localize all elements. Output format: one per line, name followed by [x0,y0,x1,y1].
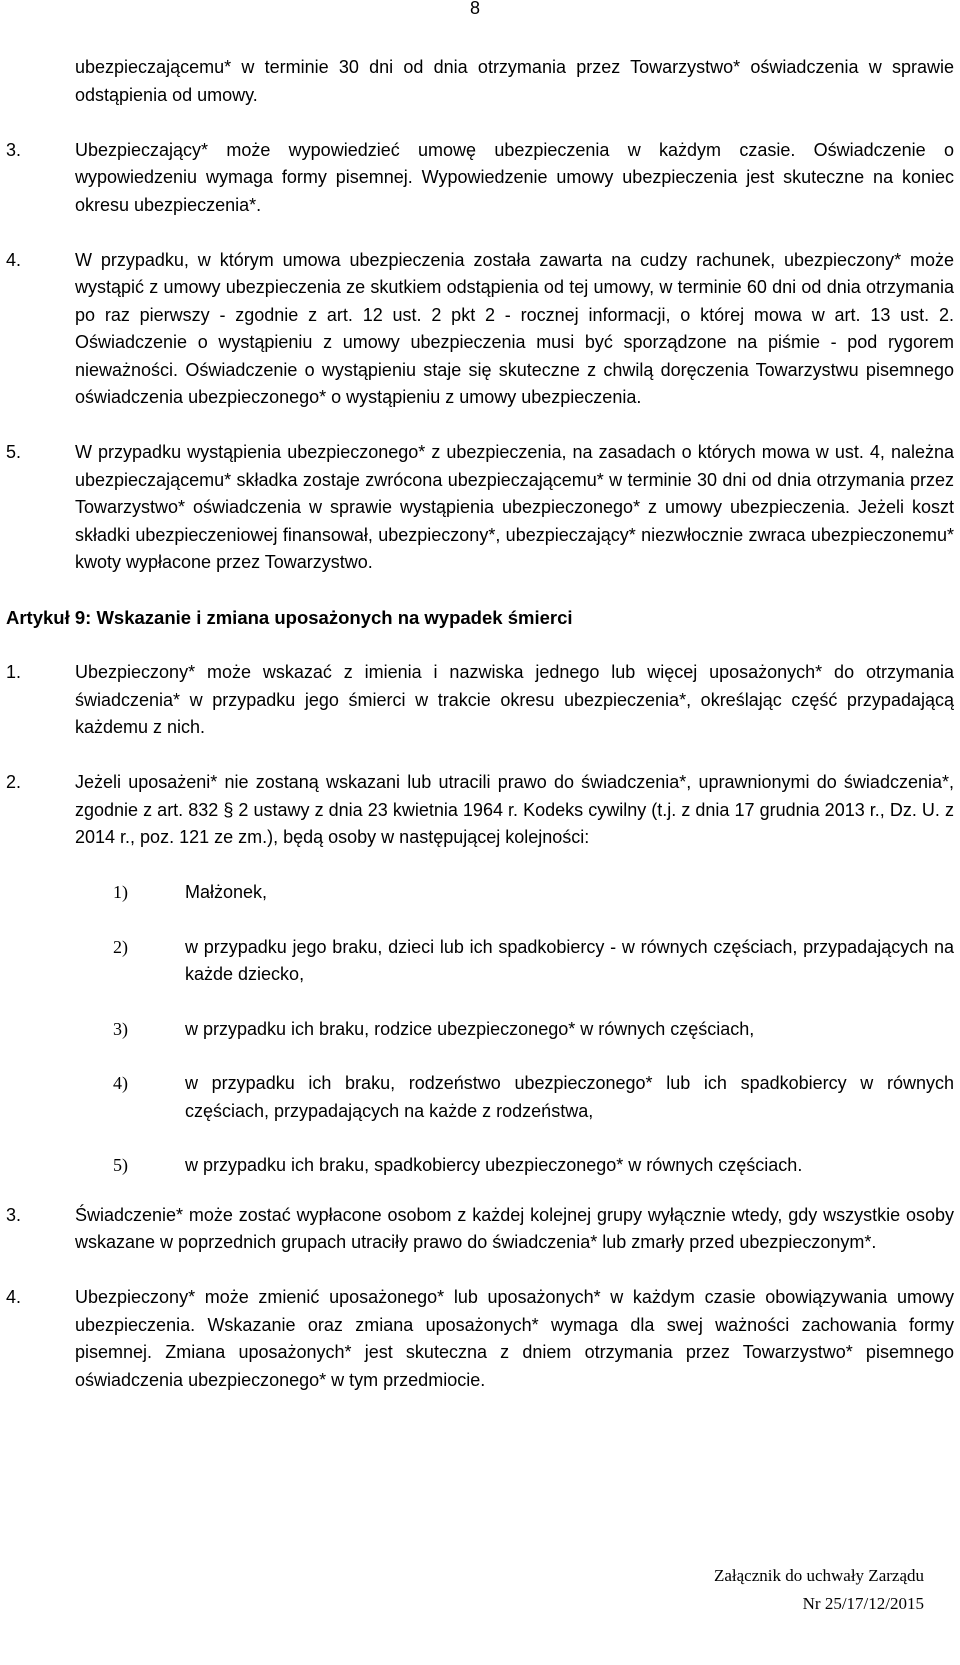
item-text: W przypadku wystąpienia ubezpieczonego* z ubezpieczenia, na zasadach o których mowa w ust. 4, należna ubezpieczającemu* składka zostaje zwrócona ubezpieczającemu* w terminie 30 dni od dnia otrzymania przez Towarzystwo* oświadczenia w sprawie wystąpienia ubezpieczonego* z umowy ubezpieczenia. Jeżeli koszt składki ubezpieczeniowej finansował, ubezpieczony*, ubezpieczający* niezwłocznie zwraca ubezpieczonemu* kwoty wypłacone przez Towarzystwo. [75,442,954,572]
footer-annex-label: Załącznik do uchwały Zarządu [713,1566,924,1585]
order-text: Małżonek, [185,882,268,902]
order-list-item [6,1016,954,1044]
article-heading: Artykuł 9: Wskazanie i zmiana uposażonych na wypadek śmierci [6,607,573,628]
footer-resolution-number: Nr 25/17/12/2015 [802,1594,924,1613]
order-text: w przypadku ich braku, spadkobiercy ubezpieczonego* w równych częściach. [185,1155,803,1175]
continuation-text: ubezpieczającemu* w terminie 30 dni od dnia otrzymania przez Towarzystwo* oświadczenia w sprawie odstąpienia od umowy. [75,57,954,105]
item-number: 5. [6,442,22,462]
item-number: 1. [6,662,22,682]
list-item [6,247,954,412]
item-text: Ubezpieczający* może wypowiedzieć umowę ubezpieczenia w każdym czasie. Oświadczenie o wypowiedzeniu wymaga formy pisemnej. Wypowiedzenie umowy ubezpieczenia jest skuteczne na koniec okresu ubezpieczenia*. [75,139,954,215]
continuation-paragraph [6,54,954,109]
order-text: w przypadku jego braku, dzieci lub ich spadkobiercy - w równych częściach, przypadających na każde dziecko, [185,936,954,984]
order-list-item [6,1152,954,1180]
list-item [6,439,954,577]
list-item [6,769,954,852]
order-number: 2) [113,936,128,957]
order-number: 4) [113,1073,128,1093]
order-number: 1) [113,882,128,902]
order-number: 3) [113,1018,128,1039]
order-list-item [6,1070,954,1125]
list-item [6,137,954,220]
item-text: Świadczenie* może zostać wypłacone osobom z każdej kolejnej grupy wyłącznie wtedy, gdy wszystkie osoby wskazane w poprzednich grupach utraciły prawo do świadczenia* lub zmarły przed ubezpieczonym*. [75,1204,954,1252]
item-number: 3. [6,139,22,160]
list-item [6,1284,954,1394]
item-text: Ubezpieczony* może zmienić uposażonego* lub uposażonych* w każdym czasie obowiązywania umowy ubezpieczenia. Wskazanie oraz zmiana uposażonych* wymaga dla swej ważności zachowania formy pisemnej. Zmiana uposażonych* jest skuteczna z dniem otrzymania przez Towarzystwo* pisemnego oświadczenia ubezpieczonego* w tym przedmiocie. [75,1287,954,1390]
list-item [6,1202,954,1257]
order-list-item [6,934,954,989]
beneficiary-order-list [6,879,954,1180]
list-item [6,659,954,742]
item-number: 3. [6,1204,22,1225]
order-text: w przypadku ich braku, rodzice ubezpieczonego* w równych częściach, [185,1018,755,1039]
order-text: w przypadku ich braku, rodzeństwo ubezpieczonego* lub ich spadkobiercy w równych częściach, przypadających na każde z rodzeństwa, [185,1073,954,1121]
item-text: Jeżeli uposażeni* nie zostaną wskazani lub utracili prawo do świadczenia*, uprawnionymi do świadczenia*, zgodnie z art. 832 § 2 ustawy z dnia 23 kwietnia 1964 r. Kodeks cywilny (t.j. z dnia 17 grudnia 2013 r., Dz. U. z 2014 r., poz. 121 ze zm.), będą osoby w następującej kolejności: [75,772,954,847]
item-number: 4. [6,1287,22,1307]
item-number: 4. [6,249,22,270]
item-number: 2. [6,772,22,792]
document-body [6,54,954,1422]
item-text: Ubezpieczony* może wskazać z imienia i nazwiska jednego lub więcej uposażonych* do otrzymania świadczenia* w przypadku jego śmierci w trakcie okresu ubezpieczenia*, określając część przypadającą każdemu z nich. [75,662,954,737]
order-list-item [6,879,954,907]
item-text: W przypadku, w którym umowa ubezpieczenia została zawarta na cudzy rachunek, ubezpieczony* może wystąpić z umowy ubezpieczenia ze skutkiem odstąpienia od tej umowy, w terminie 60 dni od dnia otrzymania po raz pierwszy - zgodnie z art. 12 ust. 2 pkt 2 - rocznej informacji, o której mowa w art. 13 ust. 2. Oświadczenie o wystąpieniu z umowy ubezpieczenia musi być sporządzone na piśmie - pod rygorem nieważności. Oświadczenie o wystąpieniu staje się skuteczne z chwilą doręczenia Towarzystwu pisemnego oświadczenia ubezpieczonego* o wystąpieniu z umowy ubezpieczenia. [75,249,954,407]
order-number: 5) [113,1155,128,1175]
page-number: 8 [470,0,481,18]
